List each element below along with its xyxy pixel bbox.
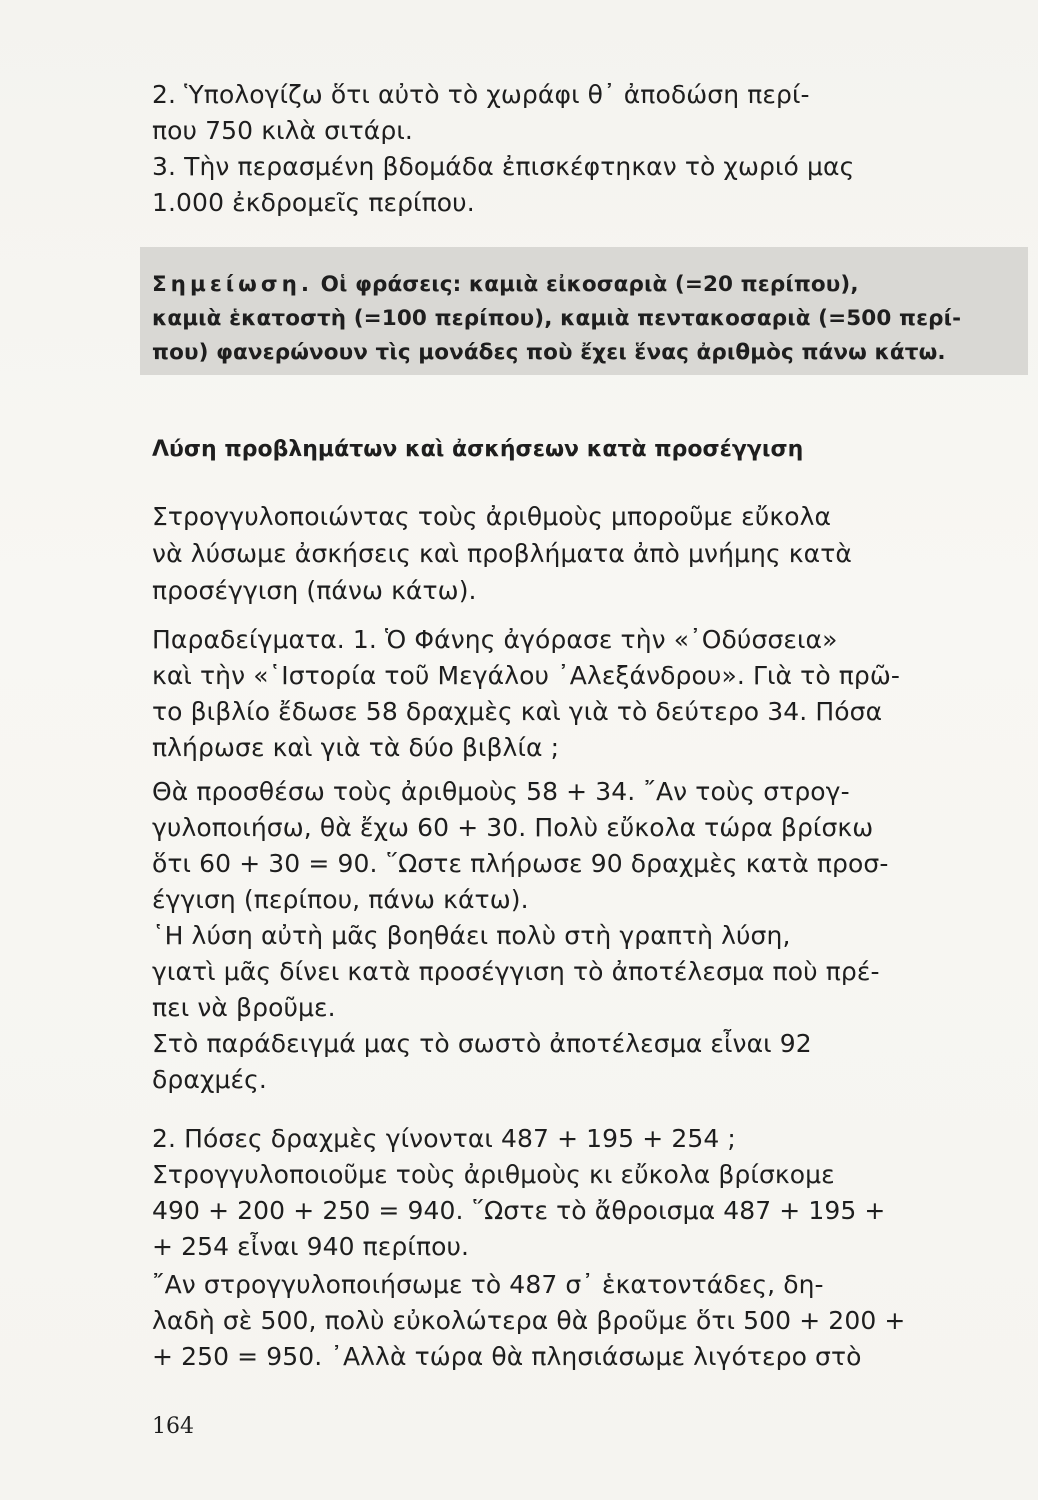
- text-line: Στὸ παράδειγμά μας τὸ σωστὸ ἀποτέλεσμα εἶναι 92: [152, 1029, 812, 1058]
- text-line: πλήρωσε καὶ γιὰ τὰ δύο βιβλία ;: [152, 733, 560, 762]
- note-line: που) φανερώνουν τὶς μονάδες ποὺ ἔχει ἕνας ἀριθμὸς πάνω κάτω.: [152, 340, 946, 365]
- text-line: νὰ λύσωμε ἀσκήσεις καὶ προβλήματα ἀπὸ μνήμης κατὰ: [152, 539, 852, 568]
- text-line: Στρογγυλοποιοῦμε τοὺς ἀριθμοὺς κι εὔκολα βρίσκομε: [152, 1160, 835, 1189]
- text-line: 1.000 ἐκδρομεῖς περίπου.: [152, 188, 475, 217]
- text-line: πει νὰ βροῦμε.: [152, 993, 336, 1022]
- text-line: γυλοποιήσω, θὰ ἔχω 60 + 30. Πολὺ εὔκολα τώρα βρίσκω: [152, 813, 874, 842]
- text-line: + 254 εἶναι 940 περίπου.: [152, 1232, 470, 1261]
- text-line: 3. Τὴν περασμένη βδομάδα ἐπισκέφτηκαν τὸ χωριό μας: [152, 152, 855, 181]
- text-line: Στρογγυλοποιώντας τοὺς ἀριθμοὺς μποροῦμε εὔκολα: [152, 502, 832, 531]
- text-line: ῾Η λύση αὐτὴ μᾶς βοηθάει πολὺ στὴ γραπτὴ λύση,: [152, 921, 791, 950]
- page-number: 164: [152, 1414, 194, 1439]
- text-line: το βιβλίο ἔδωσε 58 δραχμὲς καὶ γιὰ τὸ δεύτερο 34. Πόσα: [152, 697, 883, 726]
- text-line: ῎Αν στρογγυλοποιήσωμε τὸ 487 σ᾿ ἑκατοντάδες, δη-: [152, 1270, 824, 1299]
- text-line: 2. Πόσες δραχμὲς γίνονται 487 + 195 + 254 ;: [152, 1124, 736, 1153]
- text-line: ὅτι 60 + 30 = 90. ῞Ωστε πλήρωσε 90 δραχμὲς κατὰ προσ-: [152, 849, 889, 878]
- text-line: προσέγγιση (πάνω κάτω).: [152, 576, 477, 605]
- text-line: 490 + 200 + 250 = 940. ῞Ωστε τὸ ἄθροισμα 487 + 195 +: [152, 1196, 886, 1225]
- text-line: που 750 κιλὰ σιτάρι.: [152, 116, 413, 145]
- note-line: [152, 268, 1002, 302]
- note-text: Οἱ φράσεις: καμιὰ εἰκοσαριὰ (=20 περίπου),: [313, 272, 859, 297]
- note-label: Σημείωση.: [152, 272, 314, 297]
- text-line: + 250 = 950. ᾿Αλλὰ τώρα θὰ πλησιάσωμε λιγότερο στὸ: [152, 1342, 862, 1371]
- text-line: λαδὴ σὲ 500, πολὺ εὐκολώτερα θὰ βροῦμε ὅτι 500 + 200 +: [152, 1306, 906, 1335]
- section-heading: Λύση προβλημάτων καὶ ἀσκήσεων κατὰ προσέγγιση: [152, 437, 804, 462]
- text-line: Θὰ προσθέσω τοὺς ἀριθμοὺς 58 + 34. ῎Αν τοὺς στρογ-: [152, 777, 850, 806]
- text-line: έγγιση (περίπου, πάνω κάτω).: [152, 885, 529, 914]
- note-line: καμιὰ ἑκατοστὴ (=100 περίπου), καμιὰ πεντακοσαριὰ (=500 περί-: [152, 306, 962, 331]
- text-line: 2. Ὑπολογίζω ὅτι αὐτὸ τὸ χωράφι θ᾿ ἀποδώση περί-: [152, 80, 810, 109]
- text-line: δραχμές.: [152, 1065, 267, 1094]
- text-line: γιατὶ μᾶς δίνει κατὰ προσέγγιση τὸ ἀποτέλεσμα ποὺ πρέ-: [152, 957, 880, 986]
- text-line: Παραδείγματα. 1. Ὁ Φάνης ἀγόρασε τὴν «᾿Οδύσσεια»: [152, 625, 838, 654]
- text-line: καὶ τὴν «῾Ιστορία τοῦ Μεγάλου ᾿Αλεξάνδρου». Γιὰ τὸ πρῶ-: [152, 661, 901, 690]
